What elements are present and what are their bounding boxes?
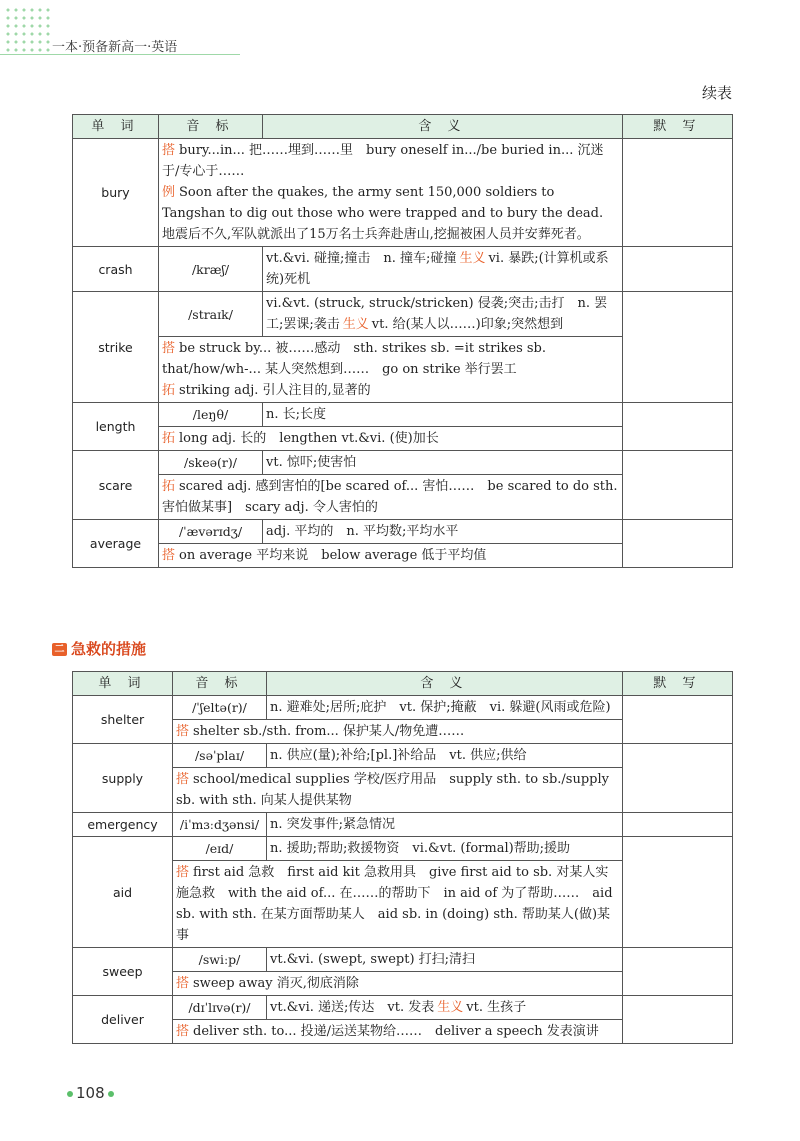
table-row [73, 139, 733, 247]
tag-label: 搭 [162, 341, 176, 356]
detail-text: shelter sb./sth. from... 保护某人/物免遭…… [193, 724, 465, 739]
col-header-phonetic: 音 标 [173, 672, 267, 696]
tag-label: 搭 [176, 772, 190, 787]
section-heading [52, 638, 146, 659]
tag-label: 生义 [437, 1000, 464, 1015]
tag-label: 搭 [176, 865, 190, 880]
col-header-word: 单 词 [73, 115, 159, 139]
tag-label: 搭 [176, 976, 190, 991]
col-header-meaning: 含 义 [263, 115, 623, 139]
table-row [73, 996, 733, 1020]
meaning-cell: n. 突发事件;紧急情况 [267, 813, 623, 837]
header-title: 一本·预备新高一·英语 [52, 40, 178, 55]
meaning-cell [263, 292, 623, 337]
phonetic-cell: /skeə(r)/ [159, 451, 263, 475]
detail-text: on average 平均来说 below average 低于平均值 [179, 548, 487, 563]
dictation-cell[interactable] [623, 292, 733, 403]
section-title: 急救的措施 [71, 640, 147, 658]
col-header-dictation: 默 写 [623, 672, 733, 696]
meaning-text: vt.&vi. 递送;传达 vt. 发表 [270, 1000, 435, 1015]
table-row [73, 948, 733, 972]
dictation-cell[interactable] [623, 948, 733, 996]
word-cell: deliver [73, 996, 173, 1044]
word-cell: supply [73, 744, 173, 813]
phonetic-cell: /ˈʃeltə(r)/ [173, 696, 267, 720]
page-number-text: 108 [76, 1084, 105, 1102]
meaning-cell: n. 供应(量);补给;[pl.]补给品 vt. 供应;供给 [267, 744, 623, 768]
details-cell [159, 337, 623, 403]
word-cell: length [73, 403, 159, 451]
detail-text: bury...in... 把……埋到……里 bury oneself in.../be buried in... 沉迷于/专心于…… [162, 143, 604, 179]
detail-text: striking adj. 引人注目的,显著的 [179, 383, 371, 398]
tag-label: 搭 [162, 548, 176, 563]
tag-label: 拓 [162, 383, 176, 398]
meaning-cell [267, 996, 623, 1020]
meaning-text: vt.&vi. 碰撞;撞击 n. 撞车;碰撞 [266, 251, 457, 266]
meaning-cell: n. 长;长度 [263, 403, 623, 427]
dictation-cell[interactable] [623, 813, 733, 837]
phonetic-cell: /ˈævərɪdʒ/ [159, 520, 263, 544]
table-header-row [73, 672, 733, 696]
dictation-cell[interactable] [623, 696, 733, 744]
word-cell: average [73, 520, 159, 568]
meaning-text: vt. 生孩子 [466, 1000, 527, 1015]
word-cell: crash [73, 247, 159, 292]
meaning-cell: adj. 平均的 n. 平均数;平均水平 [263, 520, 623, 544]
meaning-cell [263, 247, 623, 292]
detail-text: Soon after the quakes, the army sent 150,000 soldiers to Tangshan to dig out those who were trapped and to bury the dead. 地震后不久,军队就派出了15万名士兵奔赴唐山,挖掘被困人员并安葬死者。 [162, 185, 604, 242]
detail-text: be struck by... 被……感动 sth. strikes sb. =it strikes sb. that/how/wh-... 某人突然想到…… go on strike 举行罢工 [162, 341, 547, 377]
table-row [73, 813, 733, 837]
dictation-cell[interactable] [623, 403, 733, 451]
details-cell [159, 544, 623, 568]
table-row [73, 696, 733, 720]
table-row [73, 837, 733, 861]
detail-text: school/medical supplies 学校/医疗用品 supply sth. to sb./supply sb. with sth. 向某人提供某物 [176, 772, 609, 808]
word-cell: aid [73, 837, 173, 948]
details-cell [159, 427, 623, 451]
meaning-cell: vt. 惊吓;使害怕 [263, 451, 623, 475]
col-header-word: 单 词 [73, 672, 173, 696]
dictation-cell[interactable] [623, 996, 733, 1044]
dictation-cell[interactable] [623, 247, 733, 292]
details-cell [173, 972, 623, 996]
details-cell [159, 475, 623, 520]
word-cell: emergency [73, 813, 173, 837]
details-cell [173, 768, 623, 813]
tag-label: 生义 [459, 251, 486, 266]
details-cell [173, 720, 623, 744]
col-header-dictation: 默 写 [623, 115, 733, 139]
col-header-phonetic: 音 标 [159, 115, 263, 139]
meaning-text: vi.&vt. (struck, struck/stricken) 侵袭;突击;击打 n. 罢工;罢课;袭击 [266, 296, 608, 332]
phonetic-cell: /iˈmɜːdʒənsi/ [173, 813, 267, 837]
phonetic-cell: /dɪˈlɪvə(r)/ [173, 996, 267, 1020]
detail-text: scared adj. 感到害怕的[be scared of... 害怕…… be scared to do sth. 害怕做某事] scary adj. 令人害怕的 [162, 479, 618, 515]
detail-text: sweep away 消灭,彻底消除 [193, 976, 359, 991]
dictation-cell[interactable] [623, 837, 733, 948]
tag-label: 例 [162, 185, 176, 200]
detail-text: first aid 急救 first aid kit 急救用具 give first aid to sb. 对某人实施急救 with the aid of... 在……的帮助下 in aid of 为了帮助…… aid sb. with sth. 在某方面帮助某人 aid sb. in (doing) sth. 帮助某人(做)某事 [176, 865, 613, 943]
details-cell [173, 861, 623, 948]
tag-label: 搭 [162, 143, 176, 158]
word-cell: sweep [73, 948, 173, 996]
vocab-table-2 [72, 671, 733, 1044]
phonetic-cell: /leŋθ/ [159, 403, 263, 427]
dictation-cell[interactable] [623, 139, 733, 247]
section-number-icon: 二 [52, 643, 67, 656]
dictation-cell[interactable] [623, 744, 733, 813]
dictation-cell[interactable] [623, 451, 733, 520]
table-row [73, 292, 733, 337]
phonetic-cell: /səˈplaɪ/ [173, 744, 267, 768]
page-number [64, 1084, 117, 1102]
phonetic-cell: /eɪd/ [173, 837, 267, 861]
detail-text: long adj. 长的 lengthen vt.&vi. (使)加长 [179, 431, 439, 446]
continued-label: 续表 [701, 84, 732, 102]
meaning-cell: vt.&vi. (swept, swept) 打扫;清扫 [267, 948, 623, 972]
meaning-text: vi. 暴跌;(计算机或系统)死机 [266, 251, 609, 287]
tag-label: 拓 [162, 431, 176, 446]
meaning-cell: n. 援助;帮助;救援物资 vi.&vt. (formal)帮助;援助 [267, 837, 623, 861]
meaning-cell: n. 避难处;居所;庇护 vt. 保护;掩蔽 vi. 躲避(风雨或危险) [267, 696, 623, 720]
table-row [73, 744, 733, 768]
table-row [73, 451, 733, 475]
word-cell: scare [73, 451, 159, 520]
page-dot-left [67, 1091, 73, 1097]
word-cell: strike [73, 292, 159, 403]
word-cell: shelter [73, 696, 173, 744]
meaning-text: vt. 给(某人以……)印象;突然想到 [371, 317, 564, 332]
table-header-row [73, 115, 733, 139]
vocab-table-1 [72, 114, 733, 568]
detail-text: deliver sth. to... 投递/运送某物给…… deliver a speech 发表演讲 [193, 1024, 599, 1039]
phonetic-cell: /kræʃ/ [159, 247, 263, 292]
table-row [73, 403, 733, 427]
table-row [73, 247, 733, 292]
col-header-meaning: 含 义 [267, 672, 623, 696]
table-row [73, 520, 733, 544]
word-cell: bury [73, 139, 159, 247]
details-cell [173, 1020, 623, 1044]
phonetic-cell: /swiːp/ [173, 948, 267, 972]
tag-label: 生义 [342, 317, 369, 332]
dictation-cell[interactable] [623, 520, 733, 568]
tag-label: 搭 [176, 724, 190, 739]
header-dot-pattern [4, 6, 52, 52]
page-dot-right [108, 1091, 114, 1097]
tag-label: 拓 [162, 479, 176, 494]
details-cell [159, 139, 623, 247]
tag-label: 搭 [176, 1024, 190, 1039]
phonetic-cell: /straɪk/ [159, 292, 263, 337]
